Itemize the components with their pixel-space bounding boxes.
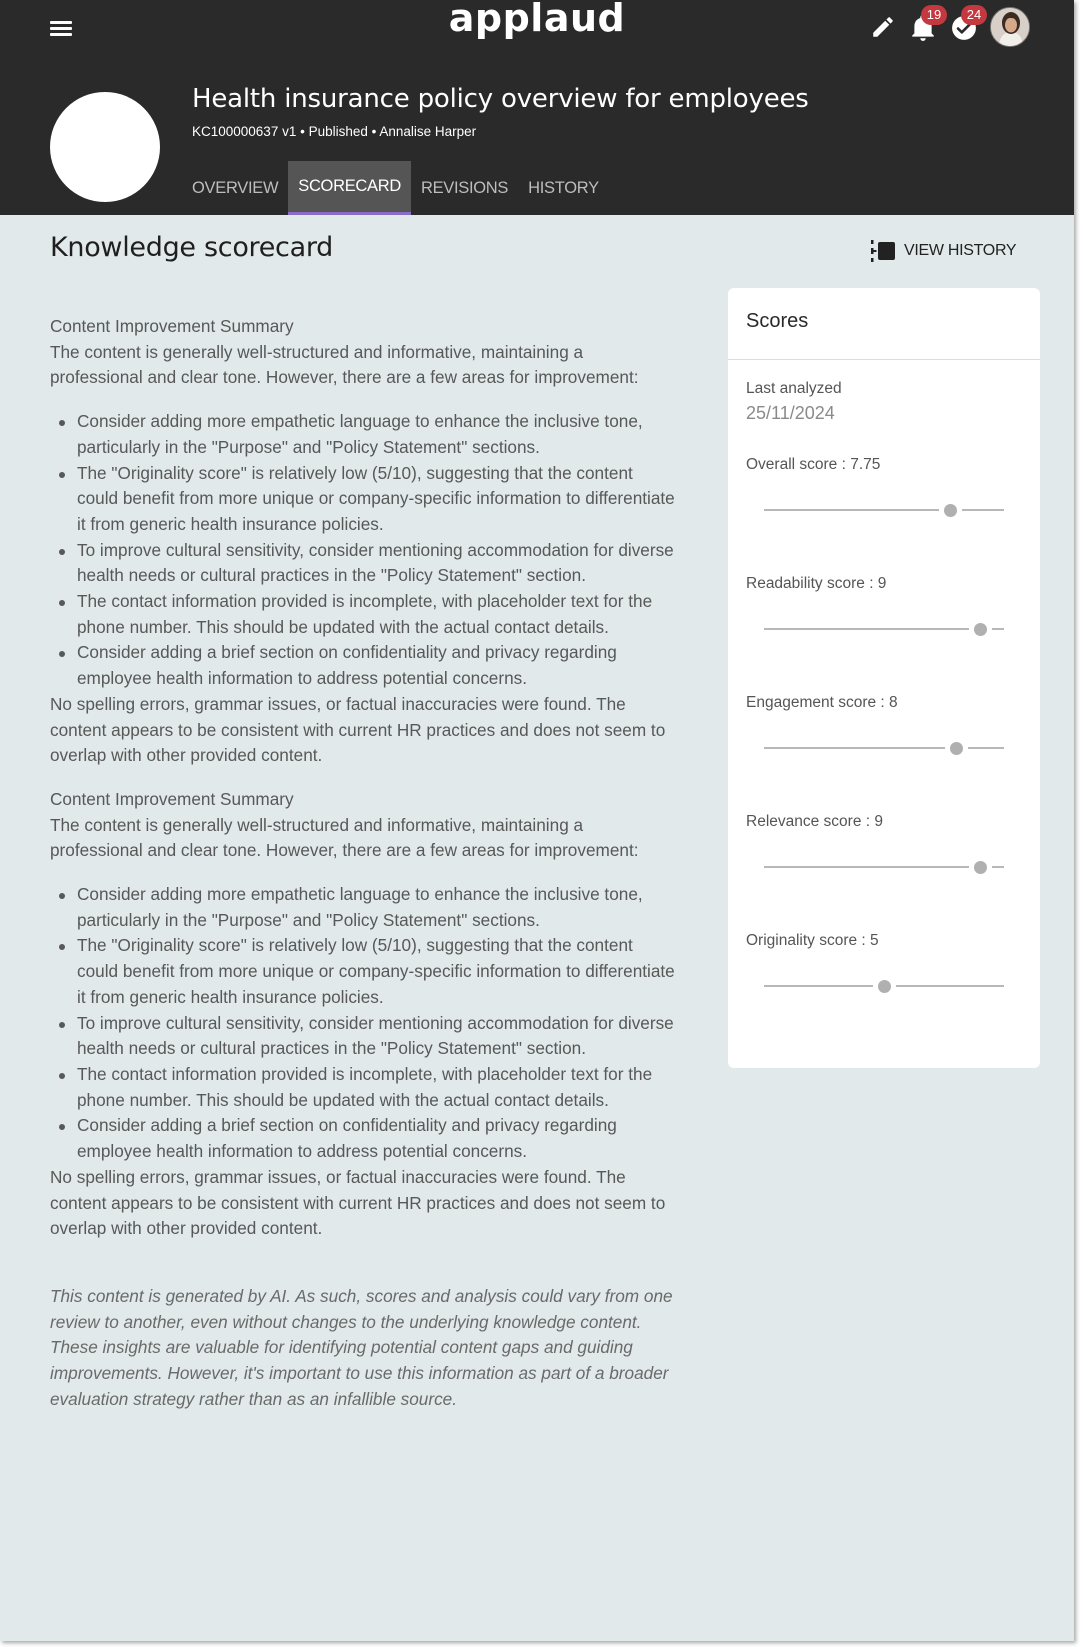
document-title: Health insurance policy overview for employees <box>192 84 809 114</box>
list-item: The contact information provided is incomplete, with placeholder text for the phone number. This should be updated with the actual contact details. <box>77 589 675 640</box>
notifications-badge: 19 <box>921 5 947 25</box>
readability-score <box>746 575 1022 639</box>
last-analyzed-value: 25/11/2024 <box>746 403 835 423</box>
last-analyzed-label: Last analyzed <box>746 380 842 397</box>
slider-thumb[interactable] <box>878 980 891 993</box>
history-icon <box>870 239 896 263</box>
slider-thumb[interactable] <box>950 742 963 755</box>
tasks-badge: 24 <box>961 5 987 25</box>
score-label: Originality score : 5 <box>746 932 879 949</box>
tab-scorecard[interactable]: SCORECARD <box>288 161 411 215</box>
slider-thumb[interactable] <box>974 861 987 874</box>
tab-revisions[interactable]: REVISIONS <box>420 179 509 197</box>
slider-thumb[interactable] <box>944 504 957 517</box>
tab-history[interactable]: HISTORY <box>528 179 599 197</box>
avatar-portrait-icon <box>991 8 1030 47</box>
score-label: Overall score : 7.75 <box>746 456 881 473</box>
list-item: Consider adding more empathetic language to enhance the inclusive tone, particularly in the "Purpose" and "Policy Statement" sections. <box>77 882 675 933</box>
list-item: Consider adding a brief section on confidentiality and privacy regarding employee health information to address potential concerns. <box>77 1113 675 1164</box>
relevance-score <box>746 813 1022 877</box>
list-item: Consider adding more empathetic language to enhance the inclusive tone, particularly in the "Purpose" and "Policy Statement" sections. <box>77 409 675 460</box>
engagement-score <box>746 694 1022 758</box>
summary-intro: The content is generally well-structured and informative, maintaining a professional and clear tone. However, there are a few areas for improvement: <box>50 814 639 861</box>
overall-score <box>746 456 1022 520</box>
scorecard-content <box>50 314 675 1412</box>
relevance-score-slider[interactable] <box>764 857 1004 877</box>
list-item: The contact information provided is incomplete, with placeholder text for the phone number. This should be updated with the actual contact details. <box>77 1062 675 1113</box>
tab-overview[interactable]: OVERVIEW <box>192 179 279 197</box>
page-title: Knowledge scorecard <box>50 232 334 263</box>
ai-disclaimer: This content is generated by AI. As such, scores and analysis could vary from one review to another, even without changes to the underlying knowledge content. These insights are valuable for identifying potential content gaps and guiding improvements. However, it's important to use this information as part of a broader evaluation strategy rather than as an infallible source. <box>50 1285 673 1409</box>
score-label: Engagement score : 8 <box>746 694 898 711</box>
document-meta: KC100000637 v1 • Published • Annalise Harper <box>192 124 477 139</box>
header <box>0 0 1074 215</box>
score-label: Relevance score : 9 <box>746 813 883 830</box>
summary-outro: No spelling errors, grammar issues, or factual inaccuracies were found. The content appears to be consistent with current HR practices and does not seem to overlap with other provided content. <box>50 1166 666 1239</box>
summary-list <box>50 409 675 692</box>
summary-list <box>50 882 675 1165</box>
list-item: To improve cultural sensitivity, consider mentioning accommodation for diverse health needs or cultural practices in the "Policy Statement" section. <box>77 1011 675 1062</box>
scores-card <box>728 288 1040 1068</box>
list-item: The "Originality score" is relatively low (5/10), suggesting that the content could benefit from more unique or company-specific information to differentiate it from generic health insurance policies. <box>77 461 675 538</box>
summary-heading: Content Improvement Summary <box>50 316 294 336</box>
list-item: Consider adding a brief section on confidentiality and privacy regarding employee health information to address potential concerns. <box>77 640 675 691</box>
list-item: To improve cultural sensitivity, consider mentioning accommodation for diverse health needs or cultural practices in the "Policy Statement" section. <box>77 538 675 589</box>
engagement-score-slider[interactable] <box>764 738 1004 758</box>
summary-section <box>50 314 675 769</box>
originality-score <box>746 932 1022 996</box>
summary-intro: The content is generally well-structured and informative, maintaining a professional and clear tone. However, there are a few areas for improvement: <box>50 341 639 388</box>
user-avatar[interactable] <box>990 7 1030 47</box>
score-label: Readability score : 9 <box>746 575 887 592</box>
summary-section <box>50 787 675 1242</box>
document-avatar <box>50 92 160 202</box>
logo: applaud <box>448 0 626 40</box>
slider-thumb[interactable] <box>974 623 987 636</box>
summary-outro: No spelling errors, grammar issues, or factual inaccuracies were found. The content appears to be consistent with current HR practices and does not seem to overlap with other provided content. <box>50 693 666 766</box>
originality-score-slider[interactable] <box>764 976 1004 996</box>
tab-bar <box>182 161 609 215</box>
view-history-button[interactable] <box>870 238 1016 264</box>
readability-score-slider[interactable] <box>764 619 1004 639</box>
pencil-icon[interactable] <box>870 14 896 40</box>
overall-score-slider[interactable] <box>764 500 1004 520</box>
list-item: The "Originality score" is relatively low (5/10), suggesting that the content could benefit from more unique or company-specific information to differentiate it from generic health insurance policies. <box>77 933 675 1010</box>
scores-title: Scores <box>728 288 1040 360</box>
menu-icon[interactable] <box>48 16 74 40</box>
summary-heading: Content Improvement Summary <box>50 788 294 809</box>
view-history-label: VIEW HISTORY <box>904 242 1017 259</box>
